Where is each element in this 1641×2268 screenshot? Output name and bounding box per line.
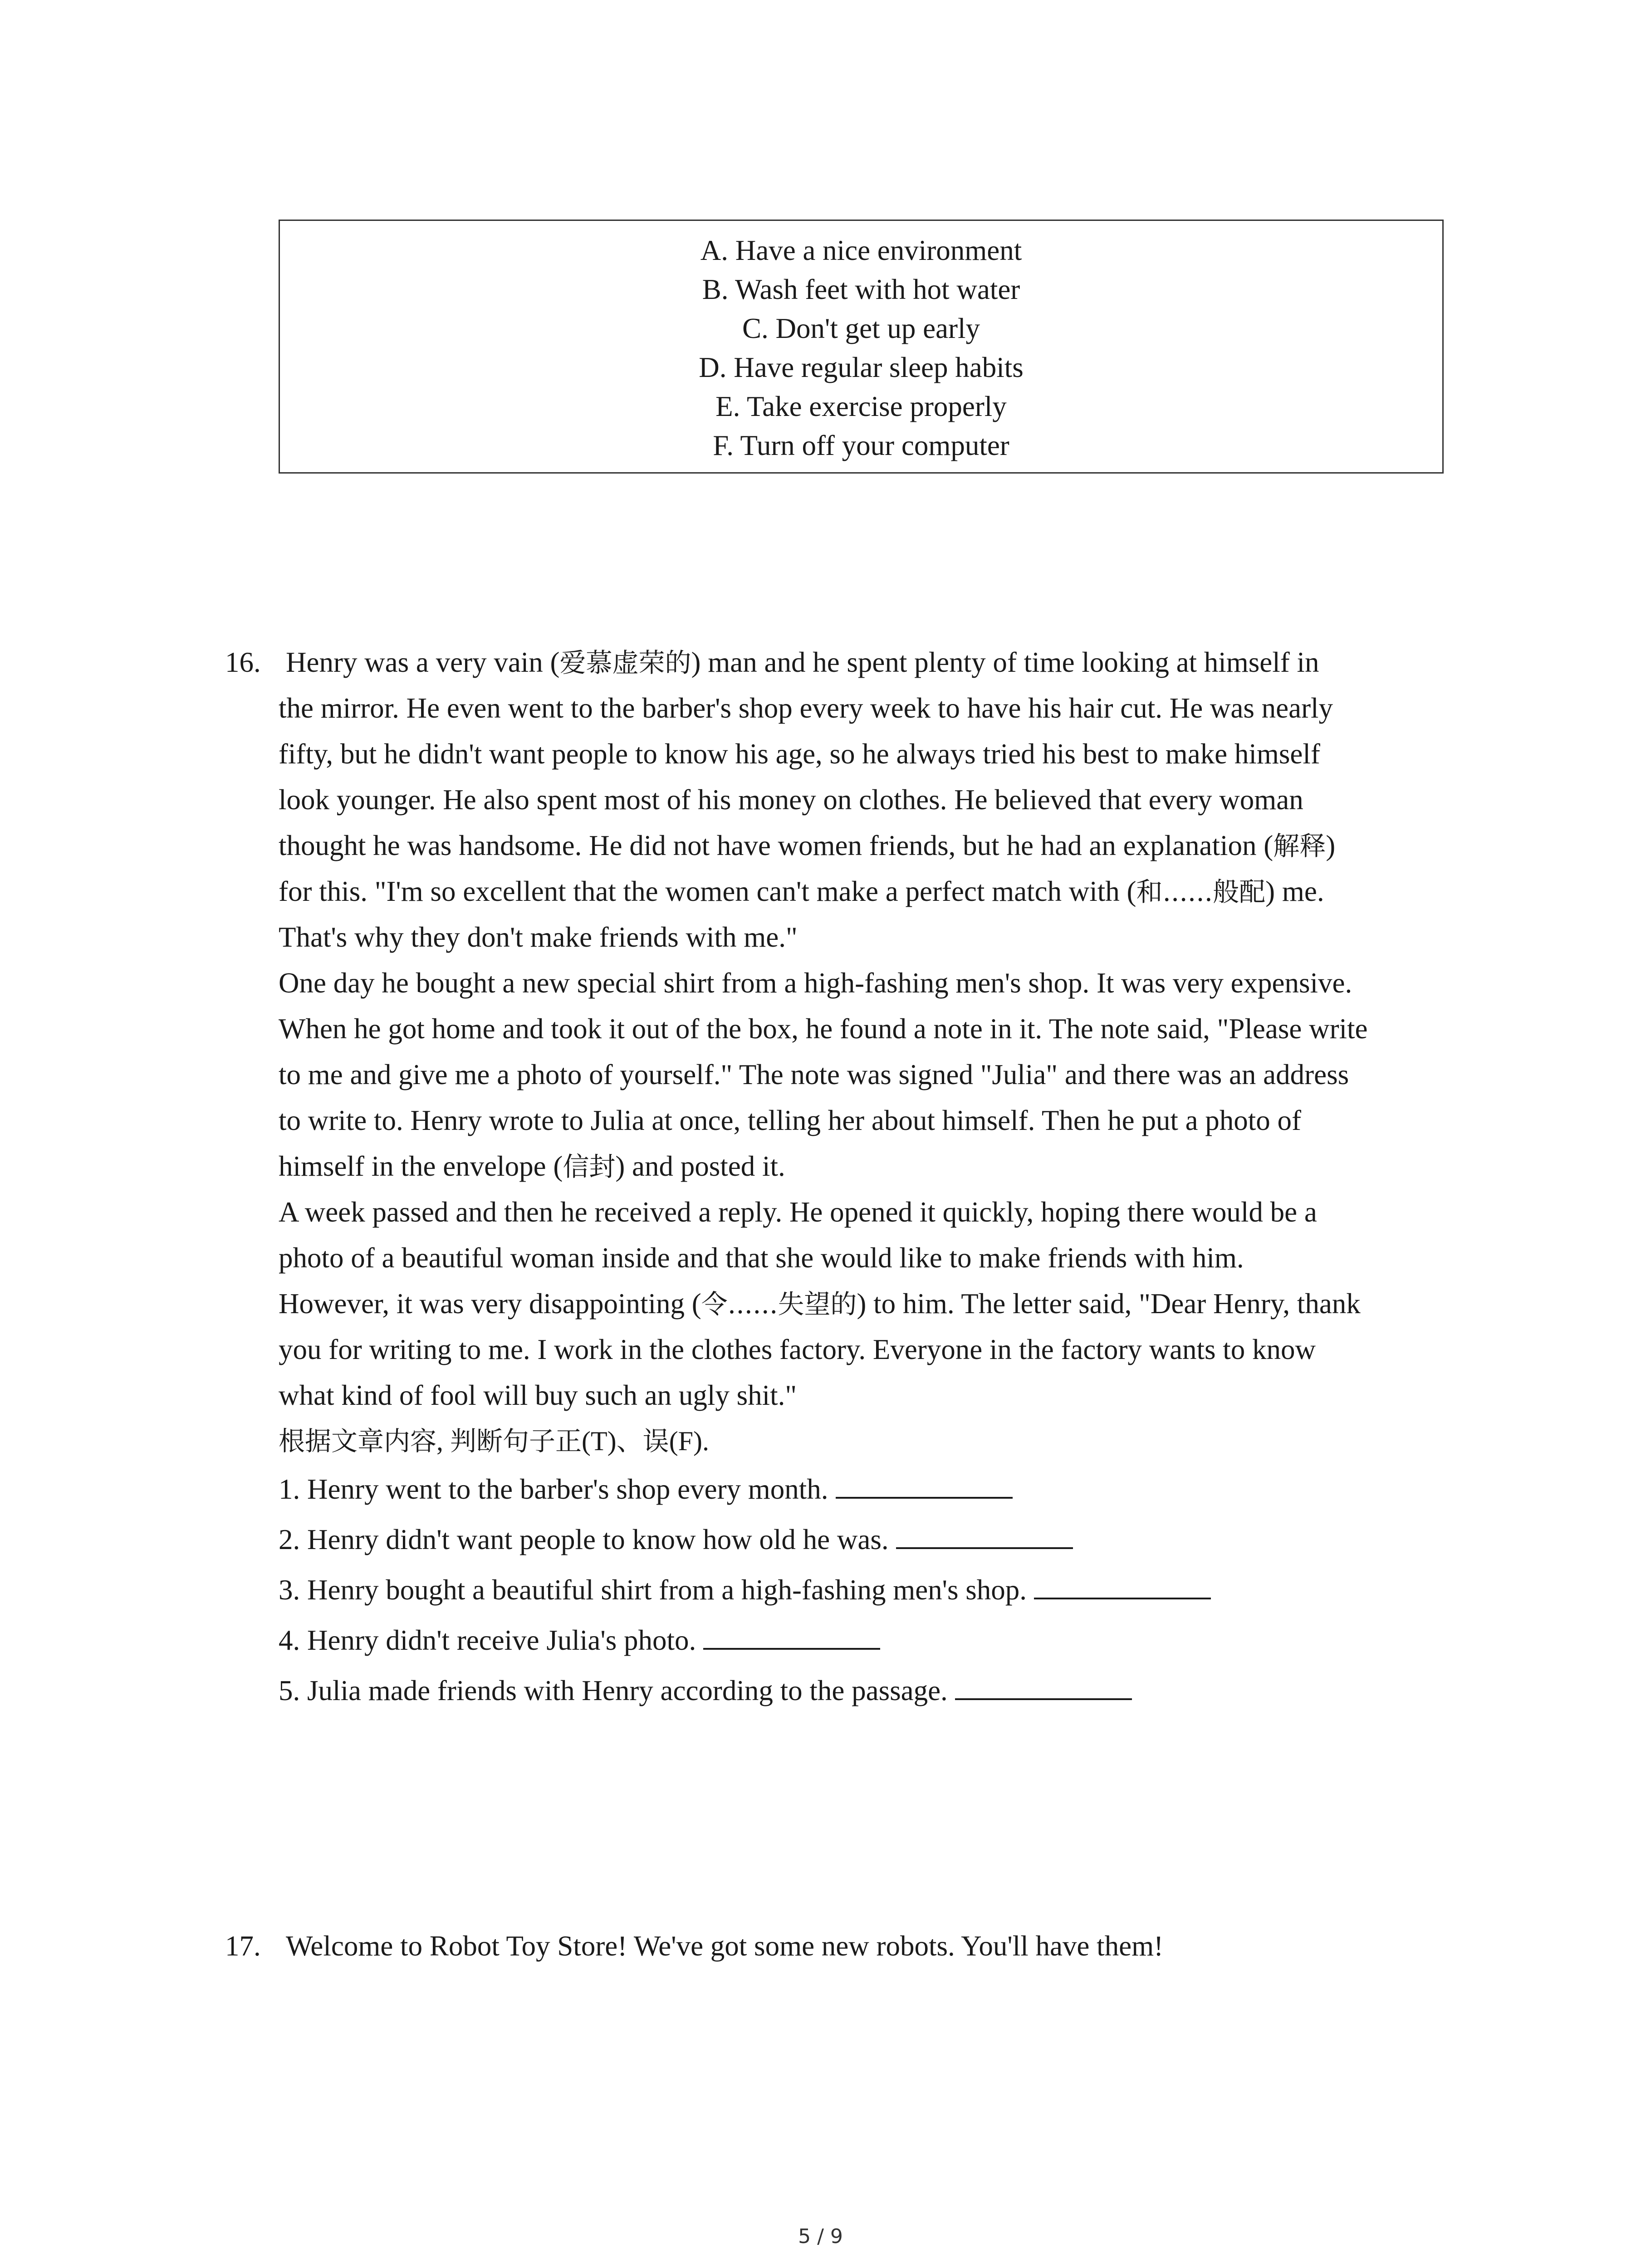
passage-line: the mirror. He even went to the barber's shop every week to have his hair cut. He was nearly (279, 692, 1333, 724)
passage-line: for this. "I'm so excellent that the women can't make a perfect match with (和......般配) me. (279, 875, 1324, 907)
option-e: E. Take exercise properly (715, 391, 1007, 422)
passage-line: That's why they don't make friends with me." (279, 921, 798, 953)
passage-line: thought he was handsome. He did not have women friends, but he had an explanation (解释) (279, 830, 1336, 861)
page-number: 5 / 9 (798, 2225, 843, 2248)
passage-line: to me and give me a photo of yourself." The note was signed "Julia" and there was an address (279, 1059, 1349, 1090)
passage-line: A week passed and then he received a reply. He opened it quickly, hoping there would be a (279, 1196, 1317, 1228)
question-17-text: Welcome to Robot Toy Store! We've got some new robots. You'll have them! (286, 1930, 1164, 1962)
answer-blank-4[interactable] (703, 1620, 880, 1650)
passage-line: to write to. Henry wrote to Julia at once, telling her about himself. Then he put a photo of (279, 1105, 1302, 1136)
option-b: B. Wash feet with hot water (702, 274, 1020, 305)
option-c: C. Don't get up early (742, 313, 980, 344)
options-list (280, 221, 1442, 465)
question-16-number: 16. (225, 646, 261, 678)
answer-blank-5[interactable] (955, 1670, 1132, 1700)
passage-line: you for writing to me. I work in the clothes factory. Everyone in the factory wants to know (279, 1334, 1316, 1365)
tf-instruction: 根据文章内容, 判断句子正(T)、误(F). (279, 1426, 710, 1457)
option-a: A. Have a nice environment (700, 235, 1022, 266)
answer-blank-2[interactable] (896, 1519, 1073, 1549)
option-d: D. Have regular sleep habits (699, 352, 1024, 383)
answer-blank-1[interactable] (836, 1469, 1013, 1499)
question-16-passage (279, 640, 1458, 1716)
passage-line: However, it was very disappointing (令......失望的) to him. The letter said, "Dear Henry, thank (279, 1288, 1361, 1320)
option-f: F. Turn off your computer (713, 430, 1009, 461)
tf-statement-1: 1. Henry went to the barber's shop every month. (279, 1464, 1458, 1515)
answer-blank-3[interactable] (1034, 1569, 1211, 1599)
tf-statement-3: 3. Henry bought a beautiful shirt from a high-fashing men's shop. (279, 1565, 1458, 1615)
passage-line: Henry was a very vain (爱慕虚荣的) man and he spent plenty of time looking at himself in (286, 646, 1319, 678)
options-box (279, 220, 1444, 474)
question-17-number: 17. (225, 1930, 261, 1962)
tf-statement-5: 5. Julia made friends with Henry according to the passage. (279, 1666, 1458, 1716)
passage-line: fifty, but he didn't want people to know his age, so he always tried his best to make himself (279, 738, 1320, 770)
passage-line: When he got home and took it out of the box, he found a note in it. The note said, "Please write (279, 1013, 1368, 1045)
passage-line: himself in the envelope (信封) and posted it. (279, 1150, 785, 1182)
tf-statement-2: 2. Henry didn't want people to know how old he was. (279, 1515, 1458, 1565)
passage-line: what kind of fool will buy such an ugly shit." (279, 1379, 797, 1411)
passage-line: look younger. He also spent most of his money on clothes. He believed that every woman (279, 784, 1303, 816)
passage-line: photo of a beautiful woman inside and that she would like to make friends with him. (279, 1242, 1244, 1274)
tf-statement-4: 4. Henry didn't receive Julia's photo. (279, 1615, 1458, 1666)
passage-line: One day he bought a new special shirt from a high-fashing men's shop. It was very expensive. (279, 967, 1352, 999)
